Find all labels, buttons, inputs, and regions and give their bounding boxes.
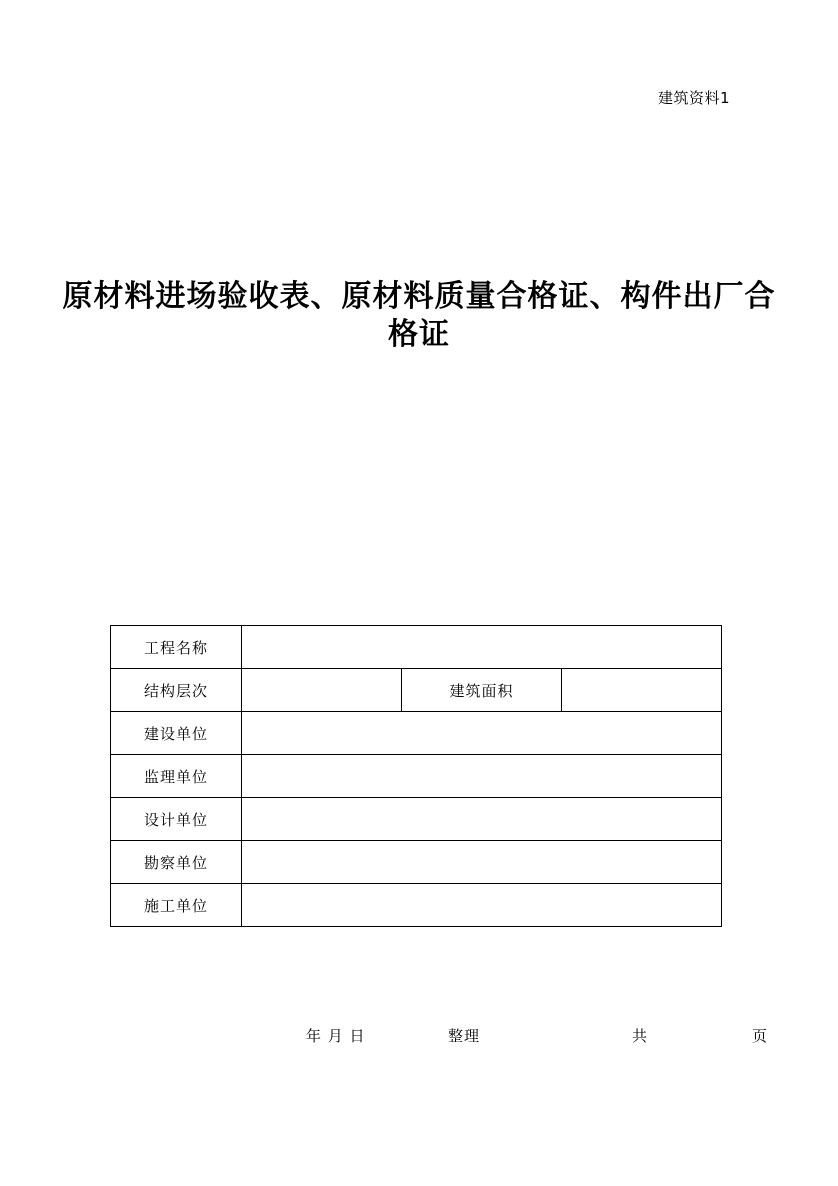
table-row xyxy=(111,626,722,669)
footer-total-label: 共 xyxy=(632,1027,649,1045)
row-value-construction-unit[interactable] xyxy=(242,712,722,755)
table-row xyxy=(111,798,722,841)
row-label-building-area: 建筑面积 xyxy=(402,669,562,712)
project-info-table xyxy=(110,625,722,927)
row-label-builder-unit: 施工单位 xyxy=(111,884,242,927)
row-value-supervision-unit[interactable] xyxy=(242,755,722,798)
footer-page-label: 页 xyxy=(752,1027,769,1045)
footer-date: 年 月 日 xyxy=(306,1027,366,1045)
page-title: 原材料进场验收表、原材料质量合格证、构件出厂合格证 xyxy=(62,279,776,352)
table-row xyxy=(111,884,722,927)
row-value-survey-unit[interactable] xyxy=(242,841,722,884)
table-row xyxy=(111,841,722,884)
row-label-project-name: 工程名称 xyxy=(111,626,242,669)
row-label-design-unit: 设计单位 xyxy=(111,798,242,841)
table-row xyxy=(111,669,722,712)
row-value-builder-unit[interactable] xyxy=(242,884,722,927)
row-label-structure-level: 结构层次 xyxy=(111,669,242,712)
header-label: 建筑资料1 xyxy=(657,89,730,107)
row-value-building-area[interactable] xyxy=(562,669,722,712)
row-label-supervision-unit: 监理单位 xyxy=(111,755,242,798)
row-label-construction-unit: 建设单位 xyxy=(111,712,242,755)
row-value-project-name[interactable] xyxy=(242,626,722,669)
row-label-survey-unit: 勘察单位 xyxy=(111,841,242,884)
table-row xyxy=(111,755,722,798)
table-row xyxy=(111,712,722,755)
row-value-structure-level[interactable] xyxy=(242,669,402,712)
footer-organize: 整理 xyxy=(448,1027,481,1045)
footer xyxy=(110,1024,800,1048)
row-value-design-unit[interactable] xyxy=(242,798,722,841)
